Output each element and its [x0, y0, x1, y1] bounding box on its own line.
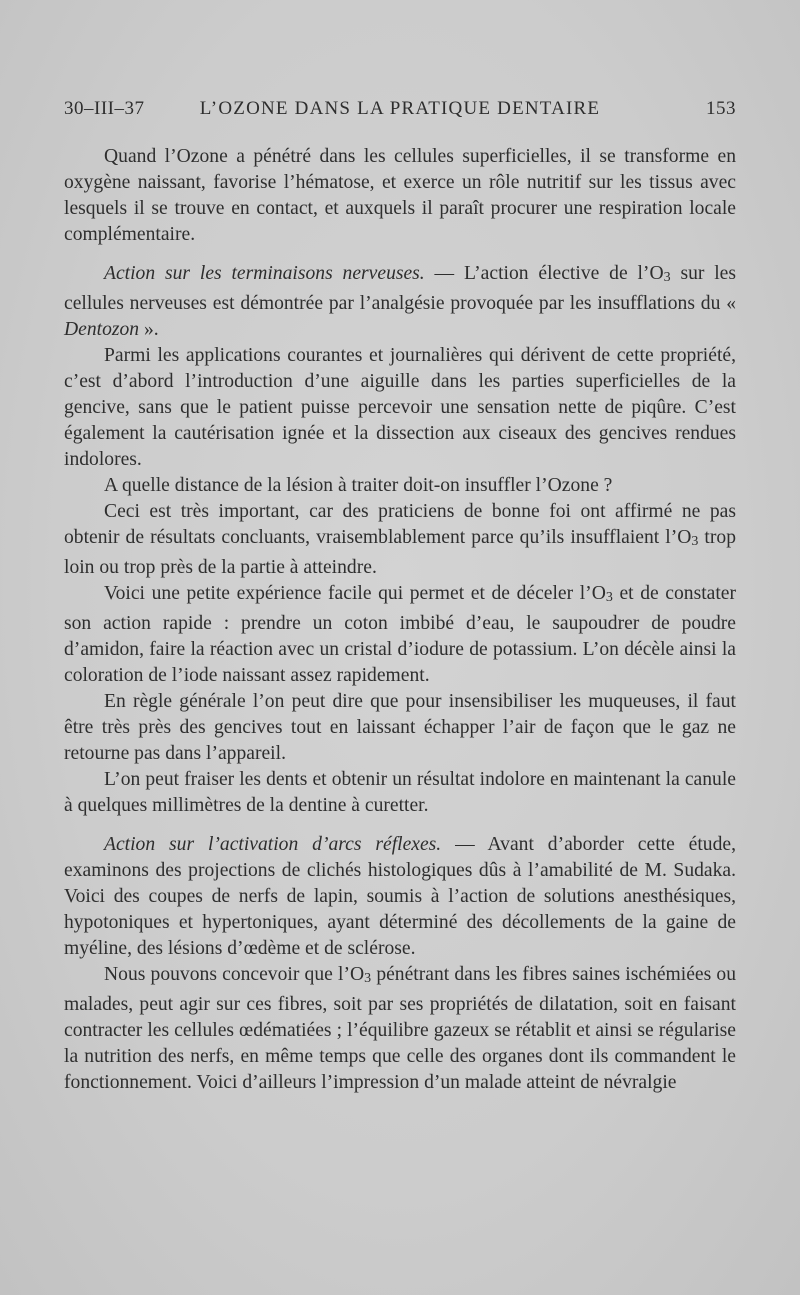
subscript: 3 — [364, 971, 372, 986]
paragraph: Voici une petite expérience facile qui permet et de déceler l’O3 et de constater son action rapide : prendre un coton imbibé d’eau, le saupoudrer de poudre d’amidon, faire la réaction avec un cristal d’iodure de potassium. L’on décèle ainsi la coloration de l’iode naissant assez rapidement. — [64, 583, 736, 686]
body-text — [64, 144, 736, 1096]
subscript: 3 — [691, 534, 699, 549]
paragraph: Ceci est très important, car des praticiens de bonne foi ont affirmé ne pas obtenir de résultats concluants, vraisemblablement parce qu’ils insufflaient l’O3 trop loin ou trop près de la partie à atteindre. — [64, 501, 736, 578]
subscript: 3 — [663, 270, 671, 285]
paragraph: Parmi les applications courantes et journalières qui dérivent de cette propriété, c’est d’abord l’introduction d’une aiguille dans les parties superficielles de la gencive, sans que le patient puisse percevoir une sensation nette de piqûre. C’est également la cautérisation ignée et la dissection aux ciseaux des gencives rendues indolores. — [64, 345, 736, 470]
paragraph: Nous pouvons concevoir que l’O3 pénétrant dans les fibres saines ischémiées ou malades, peut agir sur ces fibres, soit par ses propriétés de dilatation, soit en faisant contracter les cellules œdématiées ; l’équilibre gazeux se rétablit et ainsi se régularise la nutrition des nerfs, en même temps que celle des organes dont ils commandent le fonctionnement. Voici d’ailleurs l’impression d’un malade atteint de névralgie — [64, 964, 736, 1093]
paragraph: A quelle distance de la lésion à traiter doit-on insuffler l’Ozone ? — [104, 475, 613, 496]
paragraph: Quand l’Ozone a pénétré dans les cellules superficielles, il se transforme en oxygène naissant, favorise l’hématose, et exerce un rôle nutritif sur les tissus avec lesquels il se trouve en contact, et auxquels il paraît procurer une respiration locale complémentaire. — [64, 146, 736, 245]
subscript: 3 — [605, 590, 613, 605]
section-heading: Action sur l’activation d’arcs réflexes. — [104, 834, 442, 855]
section-heading: Action sur les terminaisons nerveuses. — [104, 263, 425, 284]
header-date: 30–III–37 — [64, 98, 145, 119]
page-number: 153 — [706, 98, 736, 119]
paragraph-section-heading: Action sur l’activation d’arcs réflexes. — Avant d’aborder cette étude, examinons des projections de clichés histologiques dûs à l’amabilité de M. Sudaka. Voici des coupes de nerfs de lapin, soumis à l’action de solutions anesthésiques, hypotoniques et hypertoniques, ayant déterminé des décollements de la gaine de myéline, des lésions d’œdème et de sclérose. — [64, 834, 736, 959]
header-title: L’OZONE DANS LA PRATIQUE DENTAIRE — [199, 98, 601, 119]
paragraph-section-heading: Action sur les terminaisons nerveuses. — L’action élective de l’O3 sur les cellules nerveuses est démontrée par l’analgésie provoquée par les insufflations du « Dentozon ». — [64, 263, 736, 340]
paragraph: En règle générale l’on peut dire que pour insensibiliser les muqueuses, il faut être très près des gencives tout en laissant échapper l’air de façon que le gaz ne retourne pas dans l’appareil. — [64, 691, 736, 764]
product-name: Dentozon — [64, 319, 140, 340]
running-header — [64, 98, 736, 128]
paragraph: L’on peut fraiser les dents et obtenir un résultat indolore en maintenant la canule à quelques millimètres de la dentine à curetter. — [64, 769, 736, 816]
